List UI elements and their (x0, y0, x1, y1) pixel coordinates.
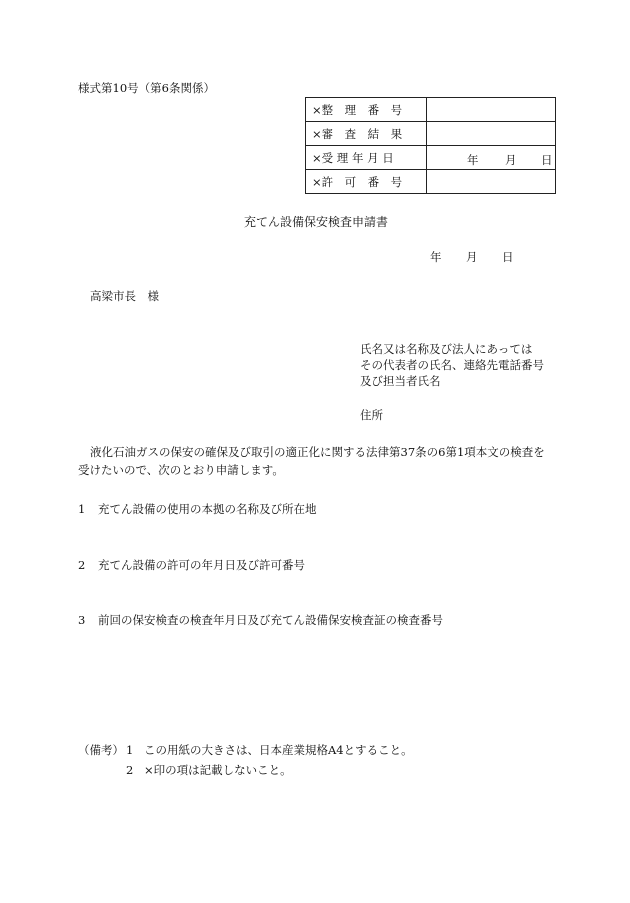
registration-number-label: ×整 理 番 号 (306, 98, 427, 122)
date-day-unit: 日 (502, 250, 514, 264)
item-text: 充てん設備の許可の年月日及び許可番号 (98, 558, 305, 572)
form-number: 様式第10号（第6条関係） (78, 81, 215, 95)
day-unit: 日 (541, 153, 553, 167)
applicant-name-label-3: 及び担当者氏名 (360, 374, 441, 388)
permit-number-label: ×許 可 番 号 (306, 170, 427, 194)
applicant-name-label-1: 氏名又は名称及び法人にあっては (360, 342, 533, 356)
notes-heading: （備考） (78, 743, 124, 757)
office-use-table (305, 97, 556, 194)
table-row (306, 146, 556, 170)
date-month-unit: 月 (466, 250, 478, 264)
item-number: 3 (78, 613, 86, 627)
item-text: 充てん設備の使用の本拠の名称及び所在地 (98, 502, 317, 516)
note-text: この用紙の大きさは、日本産業規格A4とすること。 (144, 743, 413, 757)
item-number: 2 (78, 558, 86, 572)
month-unit: 月 (505, 153, 517, 167)
permit-number-field (427, 170, 556, 194)
item-number: 1 (78, 502, 86, 516)
review-result-label: ×審 査 結 果 (306, 122, 427, 146)
review-result-field (427, 122, 556, 146)
note-text: ×印の項は記載しないこと。 (144, 763, 292, 777)
applicant-address-label: 住所 (360, 408, 383, 422)
body-text-line-1: 液化石油ガスの保安の確保及び取引の適正化に関する法律第37条の6第1項本文の検査を (90, 445, 545, 459)
receipt-date-field (427, 146, 556, 170)
table-row (306, 170, 556, 194)
applicant-name-label-2: その代表者の氏名、連絡先電話番号 (360, 358, 544, 372)
year-unit: 年 (467, 153, 479, 167)
note-number: 1 (126, 743, 134, 757)
date-year-unit: 年 (430, 250, 442, 264)
addressee: 高梁市長 様 (90, 289, 159, 303)
item-text: 前回の保安検査の検査年月日及び充てん設備保安検査証の検査番号 (98, 613, 443, 627)
note-number: 2 (126, 763, 134, 777)
registration-number-field (427, 98, 556, 122)
table-row (306, 98, 556, 122)
receipt-date-label: ×受 理 年 月 日 (306, 146, 427, 170)
body-text-line-2: 受けたいので、次のとおり申請します。 (78, 463, 284, 477)
document-title: 充てん設備保安検査申請書 (244, 215, 389, 229)
table-row (306, 122, 556, 146)
